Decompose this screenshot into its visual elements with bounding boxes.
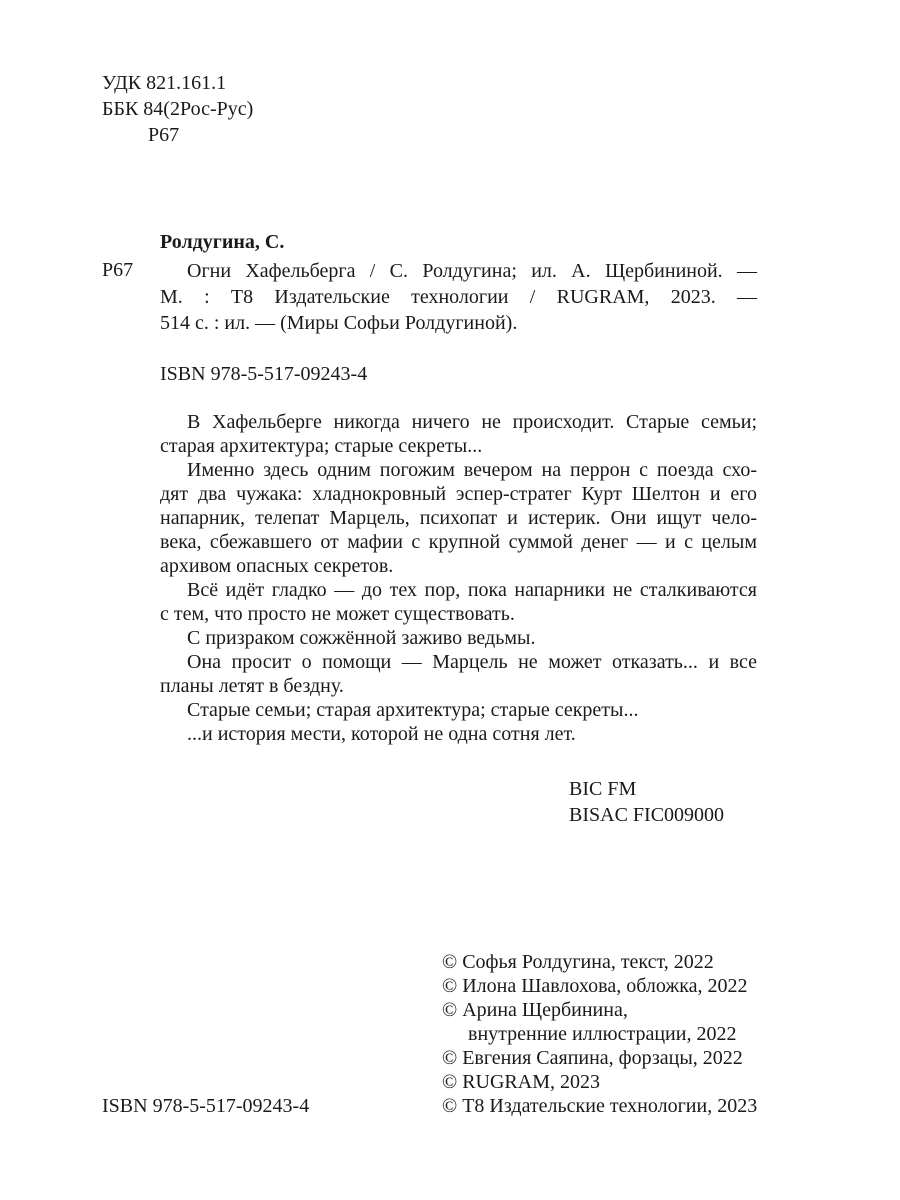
annotation bbox=[160, 410, 757, 746]
bic-code: BIC FM bbox=[569, 778, 637, 800]
annotation-line: архивом опасных секретов. bbox=[160, 555, 394, 577]
annotation-line: планы летят в бездну. bbox=[160, 675, 344, 697]
isbn-bottom: ISBN 978-5-517-09243-4 bbox=[102, 1095, 310, 1117]
author-mark: Р67 bbox=[148, 124, 180, 146]
annotation-line: с тем, что просто не может существовать. bbox=[160, 603, 515, 625]
annotation-line: напарник, телепат Марцель, психопат и истерик. Они ищут чело- bbox=[160, 507, 757, 529]
annotation-line: века, сбежавшего от мафии с крупной суммой денег — и с целым bbox=[160, 531, 757, 553]
copyright-line: © Илона Шавлохова, обложка, 2022 bbox=[442, 975, 748, 997]
annotation-line: дят два чужака: хладнокровный эспер-стратег Курт Шелтон и его bbox=[160, 483, 757, 505]
biblio-line: 514 с. : ил. — (Миры Софьи Ролдугиной). bbox=[160, 312, 518, 334]
copyright-line: © Арина Щербинина, bbox=[442, 999, 628, 1021]
annotation-line: ...и история мести, которой не одна сотня лет. bbox=[187, 723, 576, 745]
author-heading: Ролдугина, С. bbox=[160, 231, 285, 253]
bbk-code: ББК 84(2Рос-Рус) bbox=[102, 98, 254, 120]
udk-code: УДК 821.161.1 bbox=[102, 72, 227, 94]
classification-block bbox=[102, 70, 402, 148]
annotation-line: старая архитектура; старые секреты... bbox=[160, 435, 483, 457]
copyright-line: © RUGRAM, 2023 bbox=[442, 1071, 600, 1093]
copyright-line: © Софья Ролдугина, текст, 2022 bbox=[442, 951, 714, 973]
copyright-line: внутренние иллюстрации, 2022 bbox=[468, 1023, 737, 1045]
annotation-line: Всё идёт гладко — до тех пор, пока напарники не сталкиваются bbox=[187, 579, 757, 601]
biblio-line: М. : Т8 Издательские технологии / RUGRAM, 2023. — bbox=[160, 286, 757, 308]
copyright-line: © Евгения Саяпина, форзацы, 2022 bbox=[442, 1047, 743, 1069]
bibliographic-description bbox=[160, 258, 757, 336]
isbn-top: ISBN 978-5-517-09243-4 bbox=[160, 363, 368, 385]
annotation-line: Она просит о помощи — Марцель не может отказать... и все bbox=[187, 651, 757, 673]
bisac-code: BISAC FIC009000 bbox=[569, 804, 725, 826]
subject-codes bbox=[569, 776, 724, 828]
annotation-line: С призраком сожжённой заживо ведьмы. bbox=[187, 627, 536, 649]
annotation-line: В Хафельберге никогда ничего не происходит. Старые семьи; bbox=[187, 411, 757, 433]
author-mark-code: Р67 bbox=[102, 259, 134, 281]
copyright-block bbox=[442, 950, 757, 1118]
annotation-line: Именно здесь одним погожим вечером на перрон с поезда схо- bbox=[187, 459, 757, 481]
annotation-line: Старые семьи; старая архитектура; старые секреты... bbox=[187, 699, 639, 721]
biblio-line: Огни Хафельберга / С. Ролдугина; ил. А. Щербининой. — bbox=[187, 260, 757, 282]
copyright-line: © Т8 Издательские технологии, 2023 bbox=[442, 1095, 758, 1117]
